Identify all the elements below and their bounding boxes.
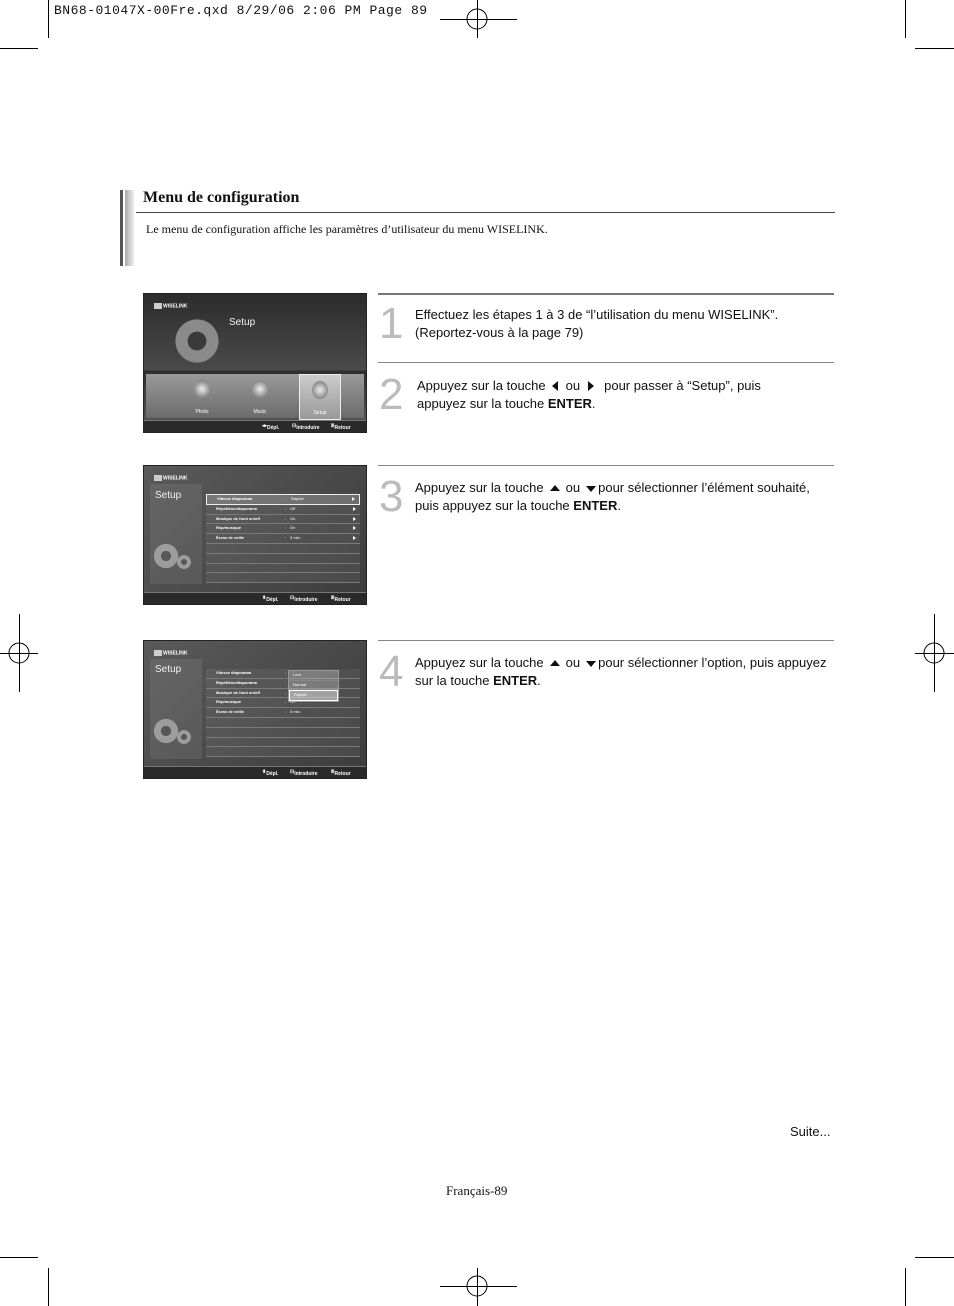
menu-row[interactable]: Répétition/diaporama : Off — [206, 505, 360, 515]
wiselink-logo: WISELINK — [154, 303, 187, 309]
step-1-line2: (Reportez-vous à la page 79) — [415, 325, 584, 340]
menu-row-empty — [206, 544, 360, 554]
down-arrow-icon — [586, 661, 596, 667]
menu-row[interactable]: Musique de fond on/off : — [206, 689, 360, 699]
nav-back: Ⅲ Retour — [331, 423, 351, 431]
menu-row[interactable]: Écran de veille : 3 min. — [206, 708, 360, 718]
registration-mark-icon — [465, 7, 489, 31]
option-normal[interactable]: Normal — [289, 681, 338, 691]
registration-mark-icon — [922, 641, 946, 665]
screen-title: Setup — [229, 317, 256, 328]
menu-row-empty — [206, 554, 360, 564]
step-2-post: pour passer à “Setup”, puis — [604, 378, 761, 393]
wiselink-logo: WISELINK — [154, 475, 187, 481]
option-slow[interactable]: Lent — [289, 671, 338, 681]
step-4-post: pour sélectionner l’option, puis appuyez — [598, 655, 827, 670]
icon-row — [146, 374, 364, 418]
section-intro: Le menu de configuration affiche les paramètres d’utilisateur du menu WISELINK. — [146, 222, 548, 236]
step-3-line2: puis appuyez sur la touche — [415, 498, 570, 513]
nav-bar — [144, 420, 366, 432]
step-2-or: ou — [565, 378, 581, 393]
gear-icon — [172, 316, 222, 366]
step-3-post: pour sélectionner l’élément souhaité, — [598, 480, 810, 495]
registration-mark-icon — [465, 1274, 489, 1298]
gear-icon — [176, 554, 192, 570]
step-3-pre: Appuyez sur la touche — [415, 480, 544, 495]
screenshot-wiselink-main — [143, 293, 367, 433]
screen-title: Setup — [155, 490, 182, 501]
chevron-right-icon — [353, 507, 356, 511]
section-rule — [136, 212, 835, 213]
option-dropdown — [288, 670, 339, 702]
up-arrow-icon — [550, 660, 560, 666]
screenshot-setup-menu — [143, 465, 367, 605]
menu-item-setup[interactable] — [299, 374, 341, 420]
page-number: Français-89 — [446, 1183, 508, 1198]
screenshot-setup-options — [143, 640, 367, 779]
step-3-dot: . — [617, 498, 621, 513]
step-4-or: ou — [565, 655, 581, 670]
nav-bar — [144, 766, 366, 778]
step-rule — [378, 640, 834, 641]
section-bar — [120, 190, 134, 266]
gear-icon — [312, 381, 328, 399]
nav-bar — [144, 592, 366, 604]
registration-mark-icon — [7, 641, 31, 665]
enter-key-label: ENTER — [493, 673, 538, 688]
chevron-right-icon — [353, 536, 356, 540]
step-number: 4 — [379, 647, 404, 696]
menu-row[interactable]: Musique de fond on/off : On — [206, 515, 360, 525]
menu-row-empty — [206, 564, 360, 574]
menu-row[interactable]: Vitesse diaporama : — [206, 669, 360, 679]
chevron-right-icon — [352, 497, 355, 501]
menu-item-label: Music — [253, 409, 267, 415]
chevron-right-icon — [353, 526, 356, 530]
menu-item-photo[interactable] — [182, 374, 222, 418]
step-rule — [378, 465, 834, 466]
gear-icon — [152, 542, 180, 570]
option-fast[interactable]: Rapide — [289, 690, 338, 701]
step-3-or: ou — [565, 480, 581, 495]
menu-row[interactable]: Écran de veille : 3 min. — [206, 534, 360, 544]
left-arrow-icon — [552, 381, 558, 391]
step-2-line2: appuyez sur la touche — [417, 396, 545, 411]
continued-label: Suite... — [790, 1124, 831, 1139]
menu-item-label: Photo — [195, 409, 209, 415]
step-number: 2 — [379, 370, 404, 419]
nav-back: Ⅲ Retour — [331, 769, 351, 777]
menu-row[interactable]: Vitesse diaporama : Rapide — [206, 494, 360, 505]
nav-enter: ⊡ Introduire — [292, 423, 320, 431]
menu-row-empty — [206, 718, 360, 728]
menu-row-empty — [206, 728, 360, 738]
nav-back: Ⅲ Retour — [331, 595, 351, 603]
menu-item-music[interactable] — [240, 374, 280, 418]
nav-move: ⬍ Dépl. — [262, 769, 279, 777]
photo-icon — [194, 380, 210, 398]
menu-row-empty — [206, 738, 360, 748]
nav-enter: ⊡ Introduire — [290, 595, 318, 603]
down-arrow-icon — [586, 486, 596, 492]
menu-row-empty — [206, 747, 360, 757]
step-number: 3 — [379, 472, 404, 521]
step-2-dot: . — [591, 396, 596, 411]
step-rule — [378, 362, 834, 363]
chevron-right-icon — [353, 517, 356, 521]
print-header: BN68-01047X-00Fre.qxd 8/29/06 2:06 PM Page 89 — [54, 3, 428, 18]
menu-row[interactable]: Rep/musique : On — [206, 698, 360, 708]
step-4-dot: . — [537, 673, 541, 688]
section-title: Menu de configuration — [143, 189, 300, 206]
enter-key-label: ENTER — [573, 498, 618, 513]
wiselink-logo: WISELINK — [154, 650, 187, 656]
step-4-text — [415, 654, 835, 690]
nav-enter: ⊡ Introduire — [290, 769, 318, 777]
step-4-line2: sur la touche — [415, 673, 490, 688]
step-2-text — [417, 377, 837, 413]
menu-row[interactable]: Répétition/diaporama : — [206, 679, 360, 689]
step-2-pre: Appuyez sur la touche — [417, 378, 546, 393]
nav-move: ◂▸ Dépl. — [262, 423, 280, 431]
step-number: 1 — [379, 299, 404, 348]
gear-icon — [176, 729, 192, 745]
menu-item-label: Setup — [313, 410, 327, 416]
step-3-text — [415, 479, 835, 515]
screen-title: Setup — [155, 664, 182, 675]
enter-key-label: ENTER — [547, 396, 592, 411]
right-arrow-icon — [588, 381, 594, 391]
headphones-icon — [252, 380, 268, 398]
step-4-pre: Appuyez sur la touche — [415, 655, 544, 670]
step-1-line1: Effectuez les étapes 1 à 3 de “l’utilisation du menu WISELINK”. — [415, 307, 779, 322]
step-rule — [378, 293, 834, 295]
gear-icon — [152, 717, 180, 745]
nav-move: ⬍ Dépl. — [262, 595, 279, 603]
menu-row-empty — [206, 573, 360, 583]
step-1-text — [415, 306, 835, 342]
menu-row[interactable]: Rep/musique : On — [206, 524, 360, 534]
setup-menu-list — [206, 494, 360, 583]
up-arrow-icon — [550, 485, 560, 491]
